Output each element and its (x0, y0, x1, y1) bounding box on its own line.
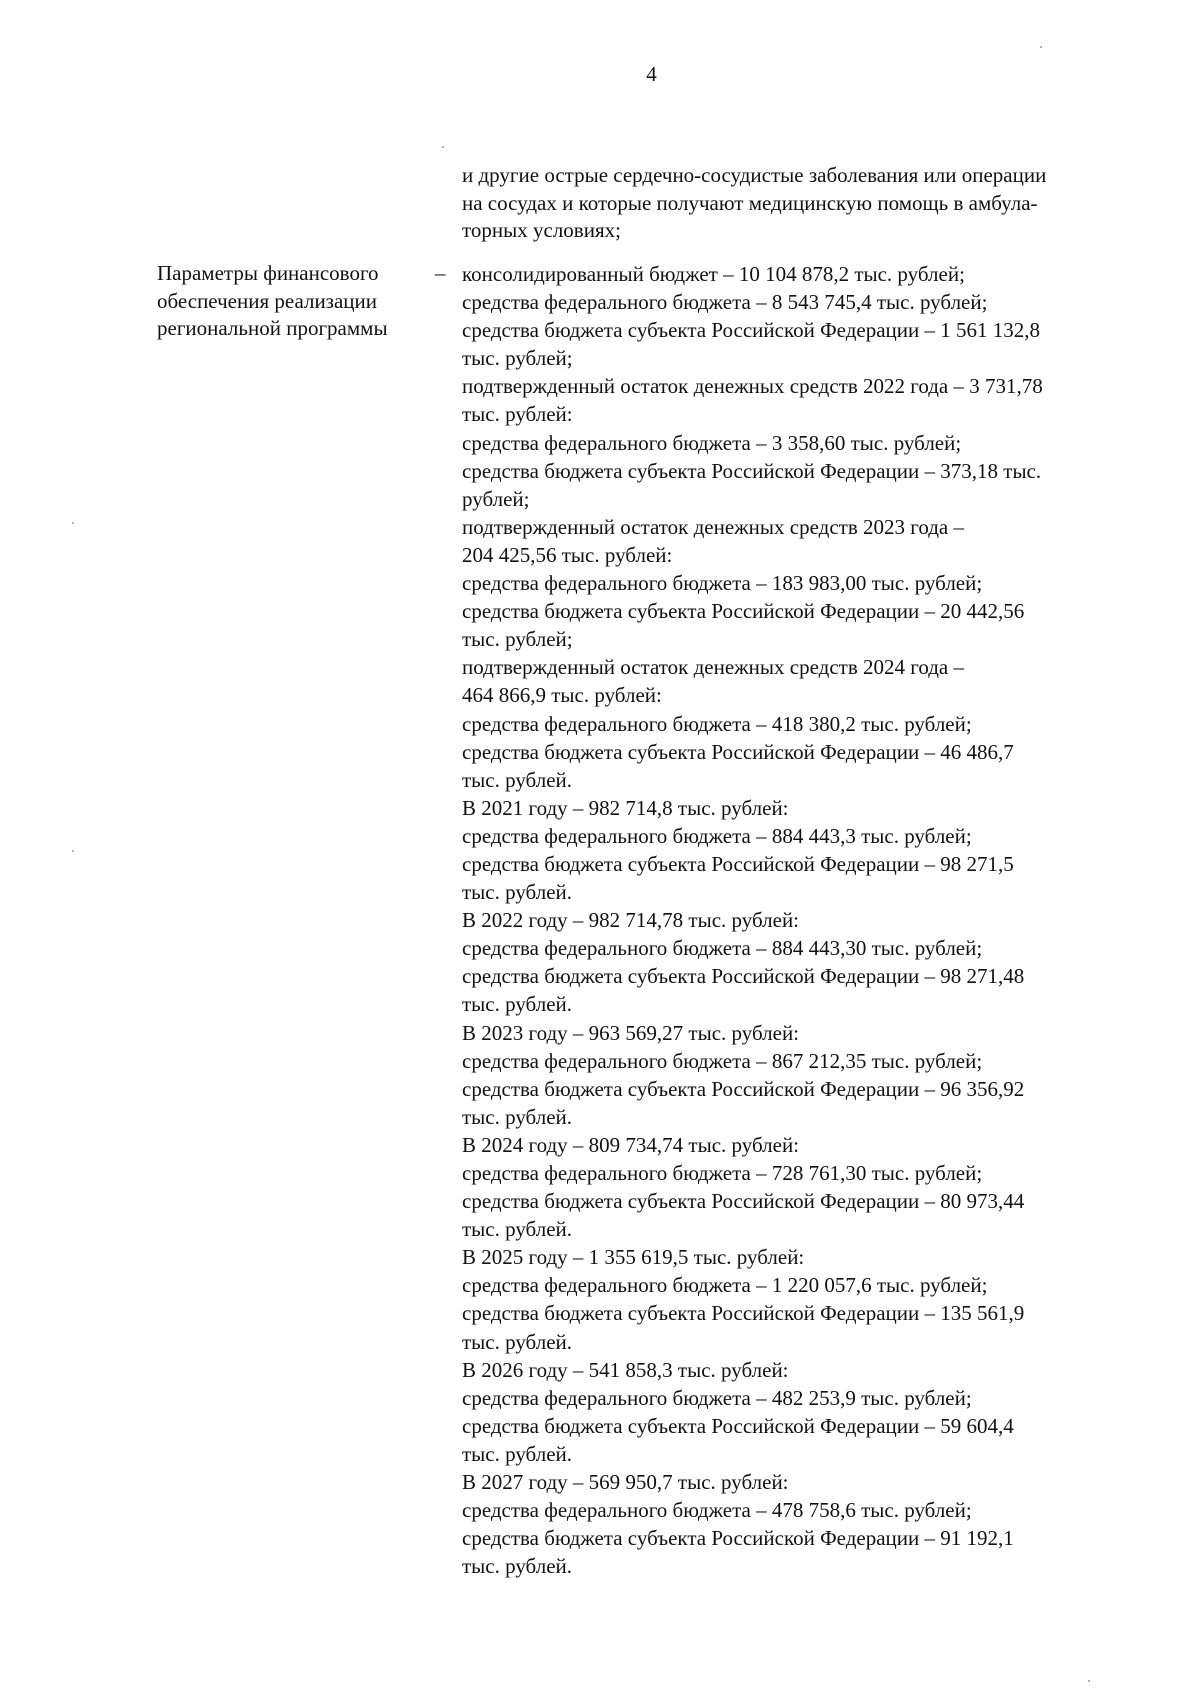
funding-line: тыс. рублей. (462, 880, 573, 905)
funding-line: В 2023 году – 963 569,27 тыс. рублей: (462, 1020, 800, 1045)
intro-line: на сосудах и которые получают медицинскую помощь в амбула- (462, 190, 1038, 215)
funding-line: средства федерального бюджета – 884 443,3 тыс. рублей; (462, 823, 972, 848)
section-label-line: обеспечения реализации (157, 288, 378, 313)
funding-line: В 2022 году – 982 714,78 тыс. рублей: (462, 908, 800, 933)
section-label-line: Параметры финансового (157, 261, 379, 285)
funding-line: тыс. рублей. (462, 1217, 573, 1242)
page-number: 4 (646, 62, 657, 86)
funding-line: средства бюджета субъекта Российской Федерации – 98 271,48 (462, 964, 1025, 989)
scan-speck (72, 522, 74, 524)
funding-line: средства бюджета субъекта Российской Федерации – 96 356,92 (462, 1076, 1025, 1101)
funding-line: средства федерального бюджета – 728 761,30 тыс. рублей; (462, 1161, 983, 1185)
funding-line: средства бюджета субъекта Российской Федерации – 59 604,4 (462, 1413, 1014, 1438)
funding-line: средства федерального бюджета – 482 253,9 тыс. рублей; (462, 1385, 972, 1410)
funding-line: тыс. рублей; (462, 627, 573, 652)
separator-dash: – (435, 261, 446, 285)
intro-line: и другие острые сердечно-сосудистые заболевания или операции (462, 163, 1047, 187)
funding-line: средства бюджета субъекта Российской Федерации – 80 973,44 (462, 1189, 1025, 1214)
funding-line: подтвержденный остаток денежных средств 2024 года – (462, 655, 964, 680)
funding-line: средства федерального бюджета – 418 380,2 тыс. рублей; (462, 711, 972, 736)
funding-line: 204 425,56 тыс. рублей: (462, 542, 673, 567)
funding-line: средства бюджета субъекта Российской Федерации – 98 271,5 (462, 851, 1014, 876)
funding-details (462, 260, 1152, 1580)
funding-line: тыс. рублей. (462, 1329, 573, 1354)
section-label-line: региональной программы (157, 316, 388, 340)
intro-text-block (462, 162, 1142, 245)
funding-line: средства федерального бюджета – 884 443,30 тыс. рублей; (462, 936, 983, 961)
funding-line: средства бюджета субъекта Российской Федерации – 135 561,9 (462, 1301, 1025, 1326)
funding-line: средства бюджета субъекта Российской Федерации – 20 442,56 (462, 599, 1025, 624)
intro-line: торных условиях; (462, 218, 621, 242)
funding-line: тыс. рублей: (462, 402, 573, 427)
section-label (157, 260, 447, 343)
funding-line: В 2024 году – 809 734,74 тыс. рублей: (462, 1132, 800, 1157)
funding-line: подтвержденный остаток денежных средств 2023 года – (462, 514, 964, 539)
funding-line: рублей; (462, 486, 530, 511)
scan-speck (1088, 1680, 1090, 1682)
funding-line: средства федерального бюджета – 478 758,6 тыс. рублей; (462, 1498, 972, 1523)
funding-line: В 2027 году – 569 950,7 тыс. рублей: (462, 1470, 789, 1495)
funding-line: тыс. рублей; (462, 346, 573, 371)
funding-line: подтвержденный остаток денежных средств 2022 года – 3 731,78 (462, 374, 1043, 399)
scan-speck (1040, 46, 1042, 48)
funding-line: тыс. рублей. (462, 1104, 573, 1129)
scan-speck (72, 850, 74, 852)
funding-line: 464 866,9 тыс. рублей: (462, 683, 662, 708)
funding-line: В 2026 году – 541 858,3 тыс. рублей: (462, 1357, 789, 1382)
scan-speck (442, 146, 444, 148)
funding-line: В 2021 году – 982 714,8 тыс. рублей: (462, 795, 789, 820)
funding-line: В 2025 году – 1 355 619,5 тыс. рублей: (462, 1245, 805, 1270)
funding-line: средства федерального бюджета – 1 220 057,6 тыс. рублей; (462, 1273, 988, 1298)
funding-line: тыс. рублей. (462, 1441, 573, 1466)
funding-line: средства бюджета субъекта Российской Федерации – 46 486,7 (462, 739, 1014, 764)
funding-line: средства федерального бюджета – 867 212,35 тыс. рублей; (462, 1048, 983, 1073)
funding-line: средства федерального бюджета – 3 358,60 тыс. рублей; (462, 430, 962, 455)
funding-line: средства федерального бюджета – 8 543 745,4 тыс. рублей; (462, 290, 988, 315)
funding-line: средства бюджета субъекта Российской Федерации – 91 192,1 (462, 1526, 1014, 1551)
funding-line: консолидированный бюджет – 10 104 878,2 тыс. рублей; (462, 262, 965, 286)
funding-line: тыс. рублей. (462, 1554, 573, 1579)
funding-line: средства бюджета субъекта Российской Федерации – 373,18 тыс. (462, 458, 1042, 483)
funding-line: тыс. рублей. (462, 767, 573, 792)
funding-line: средства бюджета субъекта Российской Федерации – 1 561 132,8 (462, 318, 1041, 343)
funding-line: тыс. рублей. (462, 992, 573, 1017)
funding-line: средства федерального бюджета – 183 983,00 тыс. рублей; (462, 571, 983, 596)
